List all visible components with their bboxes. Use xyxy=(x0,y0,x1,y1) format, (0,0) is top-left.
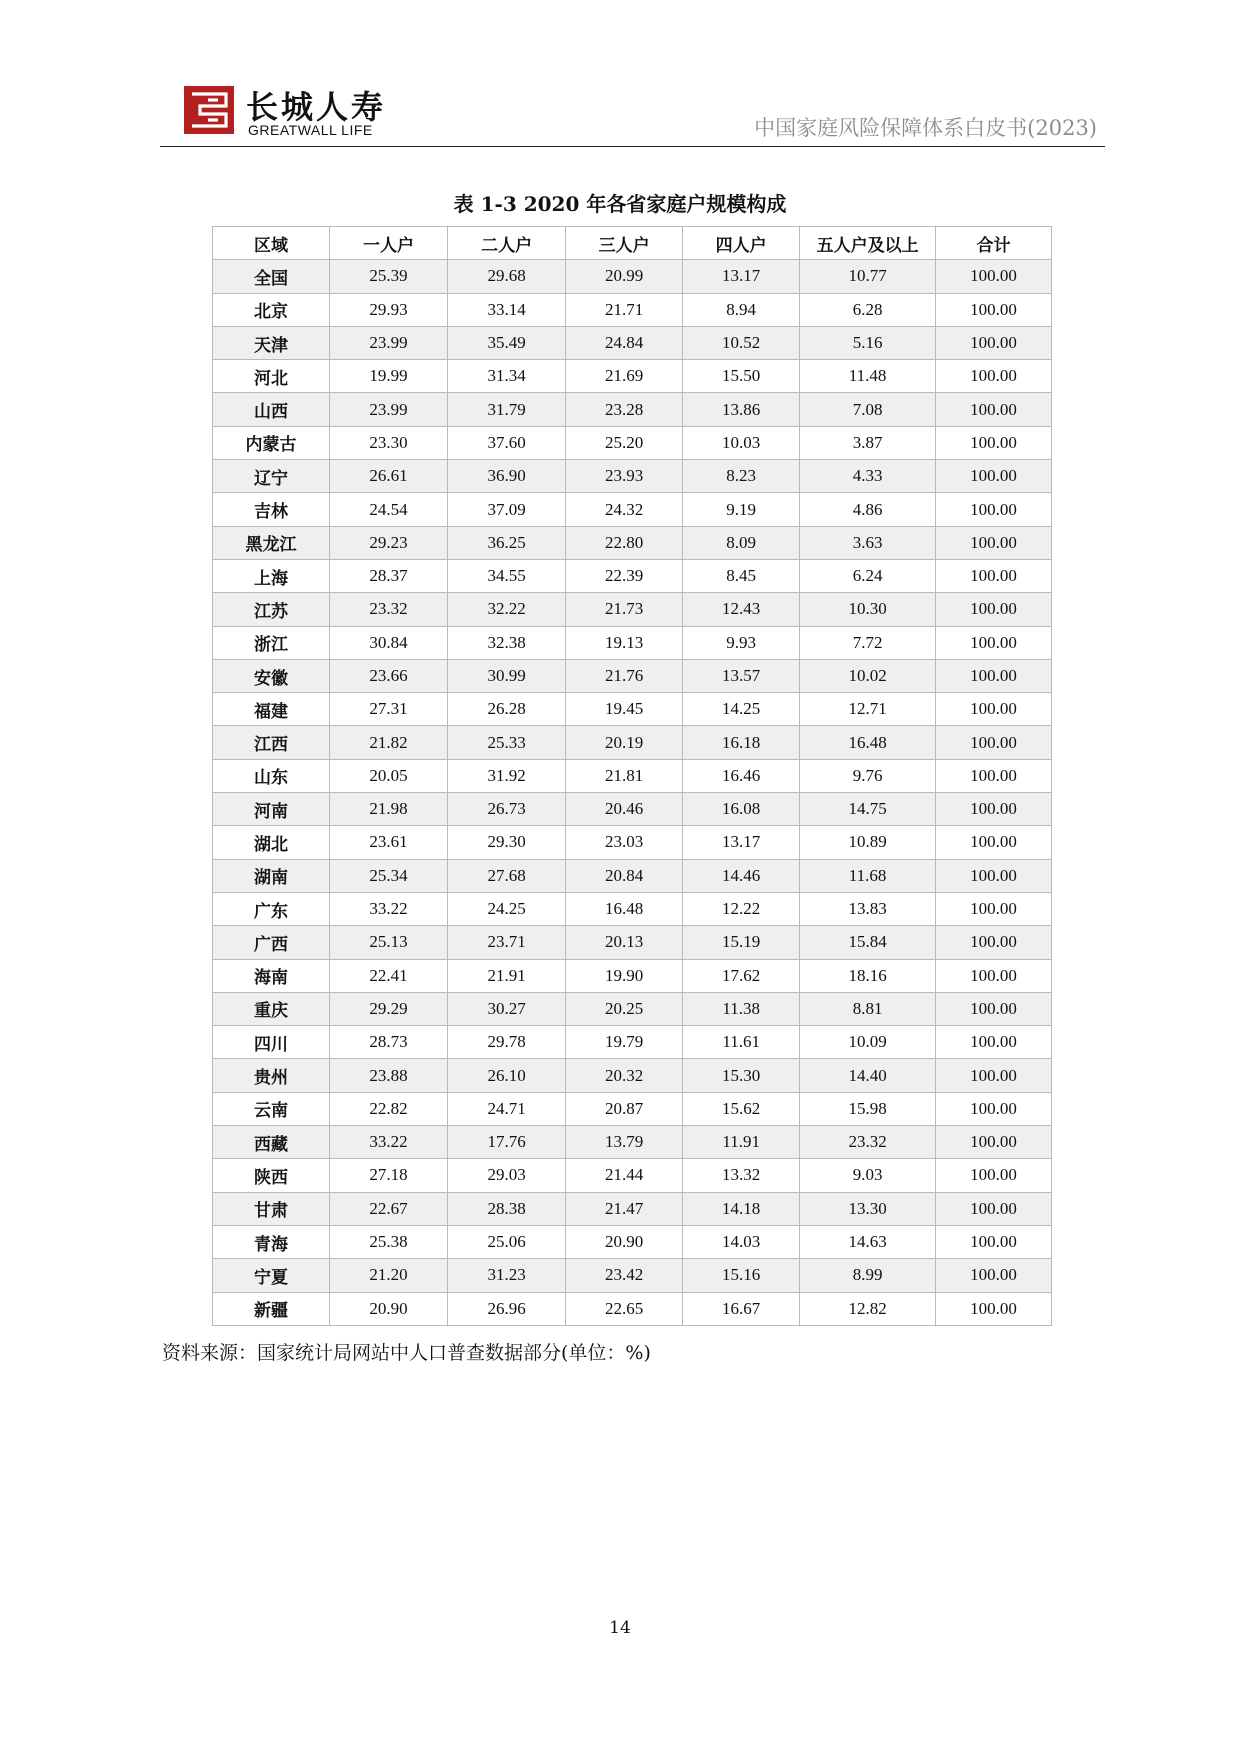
table-row xyxy=(213,859,1052,892)
table-row xyxy=(213,826,1052,859)
region-cell: 西藏 xyxy=(213,1126,330,1159)
value-cell: 9.76 xyxy=(800,759,936,792)
value-cell: 14.46 xyxy=(683,859,800,892)
greatwall-logo-icon xyxy=(184,86,234,134)
value-cell: 10.30 xyxy=(800,593,936,626)
table-row xyxy=(213,793,1052,826)
value-cell: 21.71 xyxy=(566,293,683,326)
table-row xyxy=(213,393,1052,426)
region-cell: 北京 xyxy=(213,293,330,326)
column-header: 三人户 xyxy=(566,227,683,260)
table-header-row xyxy=(213,227,1052,260)
region-cell: 青海 xyxy=(213,1225,330,1258)
value-cell: 35.49 xyxy=(448,326,566,359)
value-cell: 100.00 xyxy=(936,493,1052,526)
value-cell: 23.88 xyxy=(329,1059,447,1092)
value-cell: 20.90 xyxy=(329,1292,447,1325)
value-cell: 3.63 xyxy=(800,526,936,559)
value-cell: 28.38 xyxy=(448,1192,566,1225)
value-cell: 21.91 xyxy=(448,959,566,992)
region-cell: 江苏 xyxy=(213,593,330,626)
value-cell: 12.71 xyxy=(800,693,936,726)
value-cell: 16.67 xyxy=(683,1292,800,1325)
table-row xyxy=(213,326,1052,359)
region-cell: 内蒙古 xyxy=(213,426,330,459)
value-cell: 16.18 xyxy=(683,726,800,759)
value-cell: 5.16 xyxy=(800,326,936,359)
value-cell: 20.05 xyxy=(329,759,447,792)
value-cell: 20.13 xyxy=(566,926,683,959)
value-cell: 12.22 xyxy=(683,892,800,925)
value-cell: 6.28 xyxy=(800,293,936,326)
table-body xyxy=(213,260,1052,1326)
value-cell: 100.00 xyxy=(936,759,1052,792)
region-cell: 甘肃 xyxy=(213,1192,330,1225)
value-cell: 23.66 xyxy=(329,659,447,692)
region-cell: 广东 xyxy=(213,892,330,925)
region-cell: 江西 xyxy=(213,726,330,759)
value-cell: 13.30 xyxy=(800,1192,936,1225)
value-cell: 18.16 xyxy=(800,959,936,992)
value-cell: 28.73 xyxy=(329,1026,447,1059)
value-cell: 16.48 xyxy=(566,892,683,925)
table-row xyxy=(213,559,1052,592)
value-cell: 100.00 xyxy=(936,360,1052,393)
value-cell: 26.96 xyxy=(448,1292,566,1325)
value-cell: 15.62 xyxy=(683,1092,800,1125)
value-cell: 100.00 xyxy=(936,892,1052,925)
value-cell: 36.90 xyxy=(448,460,566,493)
value-cell: 100.00 xyxy=(936,959,1052,992)
table-row xyxy=(213,1292,1052,1325)
table-row xyxy=(213,1059,1052,1092)
value-cell: 10.52 xyxy=(683,326,800,359)
column-header: 五人户及以上 xyxy=(800,227,936,260)
value-cell: 20.87 xyxy=(566,1092,683,1125)
value-cell: 100.00 xyxy=(936,260,1052,293)
value-cell: 21.98 xyxy=(329,793,447,826)
value-cell: 12.82 xyxy=(800,1292,936,1325)
table-row xyxy=(213,659,1052,692)
value-cell: 21.82 xyxy=(329,726,447,759)
value-cell: 14.25 xyxy=(683,693,800,726)
value-cell: 10.02 xyxy=(800,659,936,692)
value-cell: 24.84 xyxy=(566,326,683,359)
region-cell: 天津 xyxy=(213,326,330,359)
value-cell: 100.00 xyxy=(936,1092,1052,1125)
value-cell: 29.23 xyxy=(329,526,447,559)
value-cell: 37.09 xyxy=(448,493,566,526)
value-cell: 21.73 xyxy=(566,593,683,626)
value-cell: 4.86 xyxy=(800,493,936,526)
value-cell: 25.39 xyxy=(329,260,447,293)
value-cell: 16.46 xyxy=(683,759,800,792)
value-cell: 9.03 xyxy=(800,1159,936,1192)
region-cell: 湖北 xyxy=(213,826,330,859)
value-cell: 10.89 xyxy=(800,826,936,859)
value-cell: 100.00 xyxy=(936,559,1052,592)
value-cell: 100.00 xyxy=(936,693,1052,726)
value-cell: 15.19 xyxy=(683,926,800,959)
value-cell: 10.09 xyxy=(800,1026,936,1059)
region-cell: 辽宁 xyxy=(213,460,330,493)
value-cell: 29.30 xyxy=(448,826,566,859)
value-cell: 22.82 xyxy=(329,1092,447,1125)
region-cell: 宁夏 xyxy=(213,1259,330,1292)
region-cell: 山西 xyxy=(213,393,330,426)
value-cell: 23.99 xyxy=(329,393,447,426)
value-cell: 10.03 xyxy=(683,426,800,459)
value-cell: 26.28 xyxy=(448,693,566,726)
value-cell: 17.62 xyxy=(683,959,800,992)
value-cell: 25.34 xyxy=(329,859,447,892)
table-row xyxy=(213,992,1052,1025)
value-cell: 21.47 xyxy=(566,1192,683,1225)
value-cell: 11.38 xyxy=(683,992,800,1025)
table-row xyxy=(213,1225,1052,1258)
value-cell: 14.75 xyxy=(800,793,936,826)
value-cell: 23.42 xyxy=(566,1259,683,1292)
value-cell: 100.00 xyxy=(936,1059,1052,1092)
value-cell: 30.99 xyxy=(448,659,566,692)
value-cell: 25.33 xyxy=(448,726,566,759)
value-cell: 100.00 xyxy=(936,593,1052,626)
value-cell: 34.55 xyxy=(448,559,566,592)
value-cell: 15.84 xyxy=(800,926,936,959)
region-cell: 山东 xyxy=(213,759,330,792)
value-cell: 19.99 xyxy=(329,360,447,393)
table-row xyxy=(213,626,1052,659)
region-cell: 河北 xyxy=(213,360,330,393)
value-cell: 21.69 xyxy=(566,360,683,393)
value-cell: 13.86 xyxy=(683,393,800,426)
table-row xyxy=(213,360,1052,393)
region-cell: 贵州 xyxy=(213,1059,330,1092)
value-cell: 100.00 xyxy=(936,393,1052,426)
value-cell: 100.00 xyxy=(936,659,1052,692)
table-row xyxy=(213,426,1052,459)
region-cell: 全国 xyxy=(213,260,330,293)
value-cell: 26.73 xyxy=(448,793,566,826)
value-cell: 32.22 xyxy=(448,593,566,626)
value-cell: 24.32 xyxy=(566,493,683,526)
value-cell: 23.71 xyxy=(448,926,566,959)
table-row xyxy=(213,726,1052,759)
value-cell: 33.14 xyxy=(448,293,566,326)
value-cell: 14.18 xyxy=(683,1192,800,1225)
value-cell: 23.32 xyxy=(329,593,447,626)
table-caption: 表 1-3 2020 年各省家庭户规模构成 xyxy=(453,192,787,216)
value-cell: 100.00 xyxy=(936,1259,1052,1292)
value-cell: 100.00 xyxy=(936,726,1052,759)
value-cell: 14.63 xyxy=(800,1225,936,1258)
table-row xyxy=(213,1192,1052,1225)
value-cell: 13.17 xyxy=(683,260,800,293)
value-cell: 11.61 xyxy=(683,1026,800,1059)
column-header: 区域 xyxy=(213,227,330,260)
table-row xyxy=(213,1259,1052,1292)
value-cell: 20.84 xyxy=(566,859,683,892)
value-cell: 27.18 xyxy=(329,1159,447,1192)
logo-english-text: GREATWALL LIFE xyxy=(248,122,373,138)
value-cell: 13.83 xyxy=(800,892,936,925)
value-cell: 100.00 xyxy=(936,926,1052,959)
table-row xyxy=(213,526,1052,559)
value-cell: 13.17 xyxy=(683,826,800,859)
value-cell: 22.67 xyxy=(329,1192,447,1225)
document-title: 中国家庭风险保障体系白皮书(2023) xyxy=(754,116,1097,140)
value-cell: 100.00 xyxy=(936,1292,1052,1325)
page-header xyxy=(160,80,1105,147)
value-cell: 20.25 xyxy=(566,992,683,1025)
value-cell: 10.77 xyxy=(800,260,936,293)
value-cell: 27.68 xyxy=(448,859,566,892)
value-cell: 29.03 xyxy=(448,1159,566,1192)
value-cell: 20.99 xyxy=(566,260,683,293)
column-header: 二人户 xyxy=(448,227,566,260)
value-cell: 14.03 xyxy=(683,1225,800,1258)
value-cell: 31.79 xyxy=(448,393,566,426)
value-cell: 9.93 xyxy=(683,626,800,659)
value-cell: 9.19 xyxy=(683,493,800,526)
table-row xyxy=(213,593,1052,626)
value-cell: 100.00 xyxy=(936,1026,1052,1059)
value-cell: 3.87 xyxy=(800,426,936,459)
value-cell: 31.23 xyxy=(448,1259,566,1292)
value-cell: 20.90 xyxy=(566,1225,683,1258)
value-cell: 33.22 xyxy=(329,1126,447,1159)
value-cell: 25.06 xyxy=(448,1225,566,1258)
value-cell: 37.60 xyxy=(448,426,566,459)
table-row xyxy=(213,926,1052,959)
value-cell: 8.99 xyxy=(800,1259,936,1292)
value-cell: 23.28 xyxy=(566,393,683,426)
value-cell: 36.25 xyxy=(448,526,566,559)
value-cell: 15.98 xyxy=(800,1092,936,1125)
region-cell: 四川 xyxy=(213,1026,330,1059)
region-cell: 重庆 xyxy=(213,992,330,1025)
table-row xyxy=(213,493,1052,526)
value-cell: 13.32 xyxy=(683,1159,800,1192)
value-cell: 23.32 xyxy=(800,1126,936,1159)
value-cell: 100.00 xyxy=(936,626,1052,659)
region-cell: 福建 xyxy=(213,693,330,726)
table-row xyxy=(213,260,1052,293)
value-cell: 19.79 xyxy=(566,1026,683,1059)
value-cell: 100.00 xyxy=(936,859,1052,892)
value-cell: 25.13 xyxy=(329,926,447,959)
value-cell: 25.20 xyxy=(566,426,683,459)
region-cell: 海南 xyxy=(213,959,330,992)
column-header: 一人户 xyxy=(329,227,447,260)
value-cell: 25.38 xyxy=(329,1225,447,1258)
region-cell: 云南 xyxy=(213,1092,330,1125)
logo-chinese-text: 长城人寿 xyxy=(246,88,387,126)
value-cell: 20.32 xyxy=(566,1059,683,1092)
value-cell: 7.72 xyxy=(800,626,936,659)
value-cell: 8.81 xyxy=(800,992,936,1025)
column-header: 四人户 xyxy=(683,227,800,260)
value-cell: 17.76 xyxy=(448,1126,566,1159)
value-cell: 100.00 xyxy=(936,1225,1052,1258)
page-number: 14 xyxy=(609,1618,631,1638)
source-note: 资料来源：国家统计局网站中人口普查数据部分(单位：%) xyxy=(162,1342,651,1364)
value-cell: 100.00 xyxy=(936,793,1052,826)
value-cell: 13.57 xyxy=(683,659,800,692)
region-cell: 安徽 xyxy=(213,659,330,692)
value-cell: 11.68 xyxy=(800,859,936,892)
value-cell: 24.71 xyxy=(448,1092,566,1125)
table-row xyxy=(213,1159,1052,1192)
value-cell: 100.00 xyxy=(936,326,1052,359)
value-cell: 15.50 xyxy=(683,360,800,393)
value-cell: 100.00 xyxy=(936,526,1052,559)
value-cell: 22.41 xyxy=(329,959,447,992)
value-cell: 29.78 xyxy=(448,1026,566,1059)
value-cell: 8.94 xyxy=(683,293,800,326)
value-cell: 23.30 xyxy=(329,426,447,459)
table-row xyxy=(213,1092,1052,1125)
table-row xyxy=(213,759,1052,792)
value-cell: 16.48 xyxy=(800,726,936,759)
value-cell: 100.00 xyxy=(936,426,1052,459)
value-cell: 29.68 xyxy=(448,260,566,293)
table-row xyxy=(213,959,1052,992)
region-cell: 陕西 xyxy=(213,1159,330,1192)
value-cell: 29.93 xyxy=(329,293,447,326)
value-cell: 13.79 xyxy=(566,1126,683,1159)
region-cell: 湖南 xyxy=(213,859,330,892)
value-cell: 23.61 xyxy=(329,826,447,859)
value-cell: 15.30 xyxy=(683,1059,800,1092)
value-cell: 22.80 xyxy=(566,526,683,559)
value-cell: 100.00 xyxy=(936,1192,1052,1225)
value-cell: 31.92 xyxy=(448,759,566,792)
table-row xyxy=(213,892,1052,925)
value-cell: 16.08 xyxy=(683,793,800,826)
value-cell: 24.54 xyxy=(329,493,447,526)
value-cell: 21.44 xyxy=(566,1159,683,1192)
value-cell: 100.00 xyxy=(936,293,1052,326)
value-cell: 26.10 xyxy=(448,1059,566,1092)
table-row xyxy=(213,1126,1052,1159)
value-cell: 19.90 xyxy=(566,959,683,992)
region-cell: 吉林 xyxy=(213,493,330,526)
value-cell: 8.45 xyxy=(683,559,800,592)
value-cell: 30.84 xyxy=(329,626,447,659)
region-cell: 黑龙江 xyxy=(213,526,330,559)
value-cell: 12.43 xyxy=(683,593,800,626)
value-cell: 21.81 xyxy=(566,759,683,792)
value-cell: 31.34 xyxy=(448,360,566,393)
table-row xyxy=(213,293,1052,326)
value-cell: 33.22 xyxy=(329,892,447,925)
column-header: 合计 xyxy=(936,227,1052,260)
value-cell: 32.38 xyxy=(448,626,566,659)
table-row xyxy=(213,460,1052,493)
value-cell: 100.00 xyxy=(936,992,1052,1025)
value-cell: 28.37 xyxy=(329,559,447,592)
value-cell: 19.45 xyxy=(566,693,683,726)
value-cell: 20.46 xyxy=(566,793,683,826)
region-cell: 新疆 xyxy=(213,1292,330,1325)
table-row xyxy=(213,1026,1052,1059)
value-cell: 24.25 xyxy=(448,892,566,925)
value-cell: 26.61 xyxy=(329,460,447,493)
value-cell: 100.00 xyxy=(936,826,1052,859)
value-cell: 19.13 xyxy=(566,626,683,659)
value-cell: 6.24 xyxy=(800,559,936,592)
value-cell: 14.40 xyxy=(800,1059,936,1092)
table-row xyxy=(213,693,1052,726)
value-cell: 27.31 xyxy=(329,693,447,726)
value-cell: 100.00 xyxy=(936,1126,1052,1159)
value-cell: 22.65 xyxy=(566,1292,683,1325)
value-cell: 29.29 xyxy=(329,992,447,1025)
value-cell: 8.09 xyxy=(683,526,800,559)
value-cell: 11.91 xyxy=(683,1126,800,1159)
value-cell: 23.93 xyxy=(566,460,683,493)
region-cell: 广西 xyxy=(213,926,330,959)
household-size-table xyxy=(212,226,1052,1326)
value-cell: 23.03 xyxy=(566,826,683,859)
value-cell: 100.00 xyxy=(936,460,1052,493)
value-cell: 15.16 xyxy=(683,1259,800,1292)
value-cell: 100.00 xyxy=(936,1159,1052,1192)
region-cell: 上海 xyxy=(213,559,330,592)
value-cell: 20.19 xyxy=(566,726,683,759)
value-cell: 21.20 xyxy=(329,1259,447,1292)
region-cell: 浙江 xyxy=(213,626,330,659)
value-cell: 4.33 xyxy=(800,460,936,493)
value-cell: 21.76 xyxy=(566,659,683,692)
value-cell: 7.08 xyxy=(800,393,936,426)
value-cell: 23.99 xyxy=(329,326,447,359)
value-cell: 11.48 xyxy=(800,360,936,393)
region-cell: 河南 xyxy=(213,793,330,826)
value-cell: 22.39 xyxy=(566,559,683,592)
value-cell: 8.23 xyxy=(683,460,800,493)
value-cell: 30.27 xyxy=(448,992,566,1025)
